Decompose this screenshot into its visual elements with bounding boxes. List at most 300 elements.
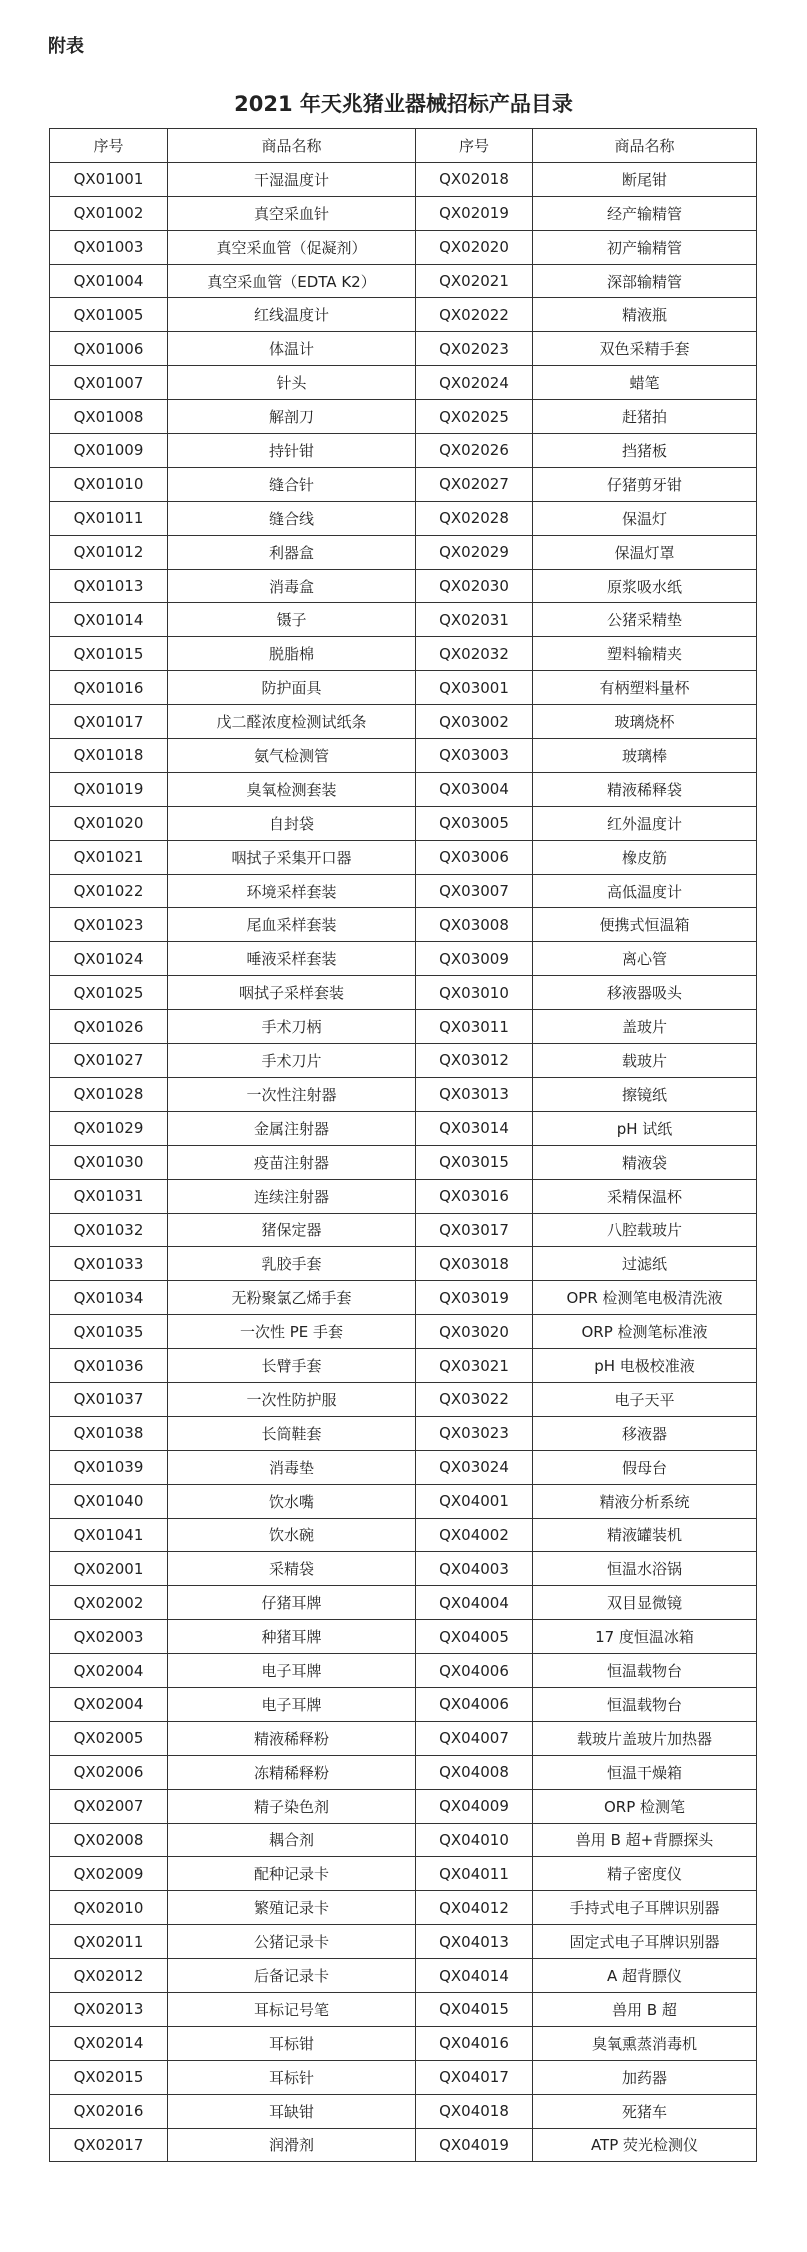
serial-cell: QX02011: [50, 1925, 168, 1959]
product-name-cell: 红外温度计: [533, 806, 757, 840]
serial-cell: QX02030: [416, 569, 533, 603]
serial-cell: QX01014: [50, 603, 168, 637]
serial-cell: QX02026: [416, 434, 533, 468]
table-row: [50, 908, 757, 942]
product-name-cell: 镊子: [168, 603, 416, 637]
serial-cell: QX01005: [50, 298, 168, 332]
product-name-cell: 精液稀释袋: [533, 772, 757, 806]
serial-cell: QX03002: [416, 705, 533, 739]
serial-cell: QX02004: [50, 1654, 168, 1688]
table-row: [50, 1789, 757, 1823]
serial-cell: QX01016: [50, 671, 168, 705]
table-row: [50, 1586, 757, 1620]
product-name-cell: 精子染色剂: [168, 1789, 416, 1823]
serial-cell: QX01002: [50, 196, 168, 230]
serial-cell: QX01012: [50, 535, 168, 569]
product-name-cell: pH 电极校准液: [533, 1349, 757, 1383]
table-row: [50, 1992, 757, 2026]
serial-cell: QX03003: [416, 739, 533, 773]
product-name-cell: 种猪耳牌: [168, 1620, 416, 1654]
table-row: [50, 1721, 757, 1755]
serial-cell: QX01009: [50, 434, 168, 468]
table-row: [50, 332, 757, 366]
serial-cell: QX02013: [50, 1992, 168, 2026]
product-name-cell: 保温灯: [533, 501, 757, 535]
serial-cell: QX04006: [416, 1687, 533, 1721]
product-name-cell: 载玻片盖玻片加热器: [533, 1721, 757, 1755]
serial-cell: QX02001: [50, 1552, 168, 1586]
serial-cell: QX02018: [416, 162, 533, 196]
table-row: [50, 2128, 757, 2162]
serial-cell: QX04001: [416, 1484, 533, 1518]
serial-cell: QX02014: [50, 2026, 168, 2060]
product-name-cell: 一次性注射器: [168, 1077, 416, 1111]
table-row: [50, 1959, 757, 1993]
product-name-cell: 长臂手套: [168, 1349, 416, 1383]
product-name-cell: 耦合剂: [168, 1823, 416, 1857]
table-row: [50, 603, 757, 637]
table-row: [50, 806, 757, 840]
product-name-cell: 采精保温杯: [533, 1179, 757, 1213]
product-name-cell: 便携式恒温箱: [533, 908, 757, 942]
serial-cell: QX01022: [50, 874, 168, 908]
table-row: [50, 637, 757, 671]
serial-cell: QX01017: [50, 705, 168, 739]
serial-cell: QX01021: [50, 840, 168, 874]
table-row: [50, 1382, 757, 1416]
product-name-cell: ATP 荧光检测仪: [533, 2128, 757, 2162]
table-row: [50, 1450, 757, 1484]
product-name-cell: 移液器: [533, 1416, 757, 1450]
product-name-cell: OPR 检测笔电极清洗液: [533, 1281, 757, 1315]
product-name-cell: 耳标记号笔: [168, 1992, 416, 2026]
serial-cell: QX02020: [416, 230, 533, 264]
serial-cell: QX04009: [416, 1789, 533, 1823]
table-row: [50, 1281, 757, 1315]
product-name-cell: 精液分析系统: [533, 1484, 757, 1518]
product-name-cell: 手持式电子耳牌识别器: [533, 1891, 757, 1925]
serial-cell: QX04019: [416, 2128, 533, 2162]
table-row: [50, 942, 757, 976]
table-row: [50, 840, 757, 874]
serial-cell: QX02002: [50, 1586, 168, 1620]
product-name-cell: 真空采血管（EDTA K2）: [168, 264, 416, 298]
product-name-cell: 经产输精管: [533, 196, 757, 230]
serial-cell: QX02029: [416, 535, 533, 569]
product-name-cell: 高低温度计: [533, 874, 757, 908]
serial-cell: QX04007: [416, 1721, 533, 1755]
table-row: [50, 264, 757, 298]
table-row: [50, 1687, 757, 1721]
product-name-cell: 仔猪耳牌: [168, 1586, 416, 1620]
product-name-cell: 有柄塑料量杯: [533, 671, 757, 705]
serial-cell: QX03009: [416, 942, 533, 976]
serial-cell: QX02017: [50, 2128, 168, 2162]
product-name-cell: 真空采血管（促凝剂）: [168, 230, 416, 264]
table-row: [50, 739, 757, 773]
serial-cell: QX01038: [50, 1416, 168, 1450]
product-name-cell: 脱脂棉: [168, 637, 416, 671]
serial-cell: QX01011: [50, 501, 168, 535]
serial-cell: QX01036: [50, 1349, 168, 1383]
table-row: [50, 1654, 757, 1688]
serial-cell: QX03016: [416, 1179, 533, 1213]
product-name-cell: 自封袋: [168, 806, 416, 840]
table-row: [50, 1484, 757, 1518]
product-name-cell: 氨气检测管: [168, 739, 416, 773]
product-name-cell: A 超背膘仪: [533, 1959, 757, 1993]
product-name-cell: 消毒盒: [168, 569, 416, 603]
serial-cell: QX03004: [416, 772, 533, 806]
product-name-cell: 精液袋: [533, 1145, 757, 1179]
table-row: [50, 1179, 757, 1213]
table-row: [50, 434, 757, 468]
header-product-name-1: 商品名称: [168, 129, 416, 163]
serial-cell: QX01007: [50, 366, 168, 400]
product-name-cell: 饮水碗: [168, 1518, 416, 1552]
serial-cell: QX03007: [416, 874, 533, 908]
serial-cell: QX04013: [416, 1925, 533, 1959]
header-serial-1: 序号: [50, 129, 168, 163]
table-row: [50, 1044, 757, 1078]
serial-cell: QX02016: [50, 2094, 168, 2128]
serial-cell: QX04014: [416, 1959, 533, 1993]
table-row: [50, 671, 757, 705]
serial-cell: QX03018: [416, 1247, 533, 1281]
serial-cell: QX02032: [416, 637, 533, 671]
serial-cell: QX01006: [50, 332, 168, 366]
serial-cell: QX03011: [416, 1010, 533, 1044]
serial-cell: QX04016: [416, 2026, 533, 2060]
product-name-cell: 公猪记录卡: [168, 1925, 416, 1959]
product-name-cell: 缝合针: [168, 467, 416, 501]
table-row: [50, 1247, 757, 1281]
serial-cell: QX01018: [50, 739, 168, 773]
product-name-cell: 耳标针: [168, 2060, 416, 2094]
product-name-cell: 仔猪剪牙钳: [533, 467, 757, 501]
product-name-cell: 原浆吸水纸: [533, 569, 757, 603]
product-name-cell: 手术刀柄: [168, 1010, 416, 1044]
serial-cell: QX02025: [416, 400, 533, 434]
table-row: [50, 298, 757, 332]
serial-cell: QX04005: [416, 1620, 533, 1654]
product-name-cell: 缝合线: [168, 501, 416, 535]
serial-cell: QX01028: [50, 1077, 168, 1111]
serial-cell: QX02019: [416, 196, 533, 230]
table-row: [50, 1315, 757, 1349]
product-name-cell: 断尾钳: [533, 162, 757, 196]
product-name-cell: 臭氧熏蒸消毒机: [533, 2026, 757, 2060]
table-row: [50, 1010, 757, 1044]
serial-cell: QX01027: [50, 1044, 168, 1078]
table-row: [50, 1552, 757, 1586]
product-name-cell: 双色采精手套: [533, 332, 757, 366]
serial-cell: QX01039: [50, 1450, 168, 1484]
product-name-cell: 唾液采样套装: [168, 942, 416, 976]
product-name-cell: 恒温水浴锅: [533, 1552, 757, 1586]
product-name-cell: 深部输精管: [533, 264, 757, 298]
table-row: [50, 874, 757, 908]
table-row: [50, 1145, 757, 1179]
table-row: [50, 1518, 757, 1552]
product-name-cell: 电子耳牌: [168, 1654, 416, 1688]
serial-cell: QX03022: [416, 1382, 533, 1416]
product-name-cell: 利器盒: [168, 535, 416, 569]
product-name-cell: 蜡笔: [533, 366, 757, 400]
product-name-cell: 电子天平: [533, 1382, 757, 1416]
serial-cell: QX03014: [416, 1111, 533, 1145]
table-row: [50, 1416, 757, 1450]
serial-cell: QX02015: [50, 2060, 168, 2094]
product-name-cell: 一次性 PE 手套: [168, 1315, 416, 1349]
serial-cell: QX01035: [50, 1315, 168, 1349]
header-product-name-2: 商品名称: [533, 129, 757, 163]
table-row: [50, 1111, 757, 1145]
product-name-cell: 尾血采样套装: [168, 908, 416, 942]
table-row: [50, 1891, 757, 1925]
table-row: [50, 1077, 757, 1111]
product-name-cell: 咽拭子采样套装: [168, 976, 416, 1010]
product-name-cell: 疫苗注射器: [168, 1145, 416, 1179]
product-name-cell: 移液器吸头: [533, 976, 757, 1010]
serial-cell: QX04012: [416, 1891, 533, 1925]
product-name-cell: 兽用 B 超: [533, 1992, 757, 2026]
serial-cell: QX02031: [416, 603, 533, 637]
appendix-label: 附表: [48, 36, 84, 57]
product-name-cell: 双目显微镜: [533, 1586, 757, 1620]
serial-cell: QX03008: [416, 908, 533, 942]
serial-cell: QX03010: [416, 976, 533, 1010]
product-name-cell: 戊二醛浓度检测试纸条: [168, 705, 416, 739]
serial-cell: QX01034: [50, 1281, 168, 1315]
product-name-cell: 防护面具: [168, 671, 416, 705]
product-name-cell: 耳缺钳: [168, 2094, 416, 2128]
product-name-cell: 持针钳: [168, 434, 416, 468]
product-name-cell: 玻璃烧杯: [533, 705, 757, 739]
product-name-cell: 乳胶手套: [168, 1247, 416, 1281]
serial-cell: QX04010: [416, 1823, 533, 1857]
product-name-cell: 润滑剂: [168, 2128, 416, 2162]
serial-cell: QX04017: [416, 2060, 533, 2094]
product-catalog-table: [49, 128, 757, 2162]
serial-cell: QX01033: [50, 1247, 168, 1281]
serial-cell: QX02028: [416, 501, 533, 535]
table-row: [50, 569, 757, 603]
product-name-cell: 17 度恒温冰箱: [533, 1620, 757, 1654]
product-name-cell: 干湿温度计: [168, 162, 416, 196]
table-row: [50, 366, 757, 400]
serial-cell: QX01019: [50, 772, 168, 806]
product-name-cell: 盖玻片: [533, 1010, 757, 1044]
serial-cell: QX03024: [416, 1450, 533, 1484]
product-name-cell: 电子耳牌: [168, 1687, 416, 1721]
product-name-cell: 解剖刀: [168, 400, 416, 434]
serial-cell: QX01041: [50, 1518, 168, 1552]
product-name-cell: 配种记录卡: [168, 1857, 416, 1891]
product-name-cell: 过滤纸: [533, 1247, 757, 1281]
product-name-cell: 玻璃棒: [533, 739, 757, 773]
product-name-cell: 一次性防护服: [168, 1382, 416, 1416]
serial-cell: QX02004: [50, 1687, 168, 1721]
product-name-cell: 保温灯罩: [533, 535, 757, 569]
product-name-cell: 猪保定器: [168, 1213, 416, 1247]
page-title: 2021 年天兆猪业器械招标产品目录: [234, 92, 573, 116]
serial-cell: QX01010: [50, 467, 168, 501]
serial-cell: QX01015: [50, 637, 168, 671]
product-name-cell: 耳标钳: [168, 2026, 416, 2060]
product-name-cell: 消毒垫: [168, 1450, 416, 1484]
serial-cell: QX04008: [416, 1755, 533, 1789]
table-row: [50, 2060, 757, 2094]
product-name-cell: 后备记录卡: [168, 1959, 416, 1993]
serial-cell: QX04006: [416, 1654, 533, 1688]
serial-cell: QX02008: [50, 1823, 168, 1857]
serial-cell: QX01037: [50, 1382, 168, 1416]
table-row: [50, 2026, 757, 2060]
product-name-cell: 固定式电子耳牌识别器: [533, 1925, 757, 1959]
product-name-cell: 精子密度仪: [533, 1857, 757, 1891]
table-row: [50, 2094, 757, 2128]
serial-cell: QX02007: [50, 1789, 168, 1823]
product-name-cell: 初产输精管: [533, 230, 757, 264]
serial-cell: QX02009: [50, 1857, 168, 1891]
product-name-cell: 离心管: [533, 942, 757, 976]
table-header-row: [50, 129, 757, 163]
table-row: [50, 400, 757, 434]
serial-cell: QX03023: [416, 1416, 533, 1450]
header-serial-2: 序号: [416, 129, 533, 163]
product-name-cell: 连续注射器: [168, 1179, 416, 1213]
table-row: [50, 162, 757, 196]
product-name-cell: pH 试纸: [533, 1111, 757, 1145]
product-name-cell: 金属注射器: [168, 1111, 416, 1145]
serial-cell: QX03001: [416, 671, 533, 705]
table-row: [50, 196, 757, 230]
table-row: [50, 230, 757, 264]
product-name-cell: 赶猪拍: [533, 400, 757, 434]
table-row: [50, 1213, 757, 1247]
table-row: [50, 976, 757, 1010]
serial-cell: QX03012: [416, 1044, 533, 1078]
product-name-cell: 环境采样套装: [168, 874, 416, 908]
serial-cell: QX03019: [416, 1281, 533, 1315]
table-row: [50, 1755, 757, 1789]
serial-cell: QX01008: [50, 400, 168, 434]
serial-cell: QX04011: [416, 1857, 533, 1891]
product-name-cell: 繁殖记录卡: [168, 1891, 416, 1925]
product-name-cell: 冻精稀释粉: [168, 1755, 416, 1789]
serial-cell: QX03013: [416, 1077, 533, 1111]
serial-cell: QX02024: [416, 366, 533, 400]
serial-cell: QX01013: [50, 569, 168, 603]
product-name-cell: 精液稀释粉: [168, 1721, 416, 1755]
product-name-cell: 饮水嘴: [168, 1484, 416, 1518]
product-name-cell: 长筒鞋套: [168, 1416, 416, 1450]
product-name-cell: 真空采血针: [168, 196, 416, 230]
product-name-cell: 针头: [168, 366, 416, 400]
table-row: [50, 535, 757, 569]
serial-cell: QX01030: [50, 1145, 168, 1179]
product-name-cell: 恒温载物台: [533, 1654, 757, 1688]
product-name-cell: 体温计: [168, 332, 416, 366]
serial-cell: QX01031: [50, 1179, 168, 1213]
table-row: [50, 772, 757, 806]
serial-cell: QX02023: [416, 332, 533, 366]
table-row: [50, 1823, 757, 1857]
product-name-cell: ORP 检测笔标准液: [533, 1315, 757, 1349]
product-name-cell: 采精袋: [168, 1552, 416, 1586]
product-name-cell: 加药器: [533, 2060, 757, 2094]
serial-cell: QX03015: [416, 1145, 533, 1179]
product-name-cell: 恒温干燥箱: [533, 1755, 757, 1789]
serial-cell: QX03017: [416, 1213, 533, 1247]
product-name-cell: 精液瓶: [533, 298, 757, 332]
product-name-cell: 假母台: [533, 1450, 757, 1484]
table-row: [50, 467, 757, 501]
serial-cell: QX02003: [50, 1620, 168, 1654]
product-name-cell: 恒温载物台: [533, 1687, 757, 1721]
table-row: [50, 501, 757, 535]
product-name-cell: 精液罐装机: [533, 1518, 757, 1552]
serial-cell: QX01025: [50, 976, 168, 1010]
serial-cell: QX03005: [416, 806, 533, 840]
table-row: [50, 705, 757, 739]
product-name-cell: 兽用 B 超+背膘探头: [533, 1823, 757, 1857]
serial-cell: QX01024: [50, 942, 168, 976]
serial-cell: QX01023: [50, 908, 168, 942]
table-row: [50, 1925, 757, 1959]
product-name-cell: 擦镜纸: [533, 1077, 757, 1111]
serial-cell: QX02027: [416, 467, 533, 501]
serial-cell: QX01004: [50, 264, 168, 298]
serial-cell: QX04015: [416, 1992, 533, 2026]
serial-cell: QX02012: [50, 1959, 168, 1993]
product-name-cell: 塑料输精夹: [533, 637, 757, 671]
table-row: [50, 1857, 757, 1891]
serial-cell: QX01026: [50, 1010, 168, 1044]
table-row: [50, 1349, 757, 1383]
product-name-cell: 载玻片: [533, 1044, 757, 1078]
table-row: [50, 1620, 757, 1654]
product-name-cell: 臭氧检测套装: [168, 772, 416, 806]
serial-cell: QX04003: [416, 1552, 533, 1586]
serial-cell: QX02021: [416, 264, 533, 298]
product-name-cell: 咽拭子采集开口器: [168, 840, 416, 874]
product-name-cell: 八腔载玻片: [533, 1213, 757, 1247]
serial-cell: QX01029: [50, 1111, 168, 1145]
serial-cell: QX03021: [416, 1349, 533, 1383]
product-name-cell: ORP 检测笔: [533, 1789, 757, 1823]
product-name-cell: 公猪采精垫: [533, 603, 757, 637]
product-name-cell: 无粉聚氯乙烯手套: [168, 1281, 416, 1315]
product-name-cell: 挡猪板: [533, 434, 757, 468]
serial-cell: QX01003: [50, 230, 168, 264]
serial-cell: QX03006: [416, 840, 533, 874]
serial-cell: QX01040: [50, 1484, 168, 1518]
product-name-cell: 手术刀片: [168, 1044, 416, 1078]
serial-cell: QX04018: [416, 2094, 533, 2128]
product-name-cell: 橡皮筋: [533, 840, 757, 874]
serial-cell: QX02010: [50, 1891, 168, 1925]
product-name-cell: 死猪车: [533, 2094, 757, 2128]
serial-cell: QX01001: [50, 162, 168, 196]
serial-cell: QX01020: [50, 806, 168, 840]
serial-cell: QX04004: [416, 1586, 533, 1620]
serial-cell: QX02005: [50, 1721, 168, 1755]
serial-cell: QX02022: [416, 298, 533, 332]
product-name-cell: 红线温度计: [168, 298, 416, 332]
serial-cell: QX02006: [50, 1755, 168, 1789]
